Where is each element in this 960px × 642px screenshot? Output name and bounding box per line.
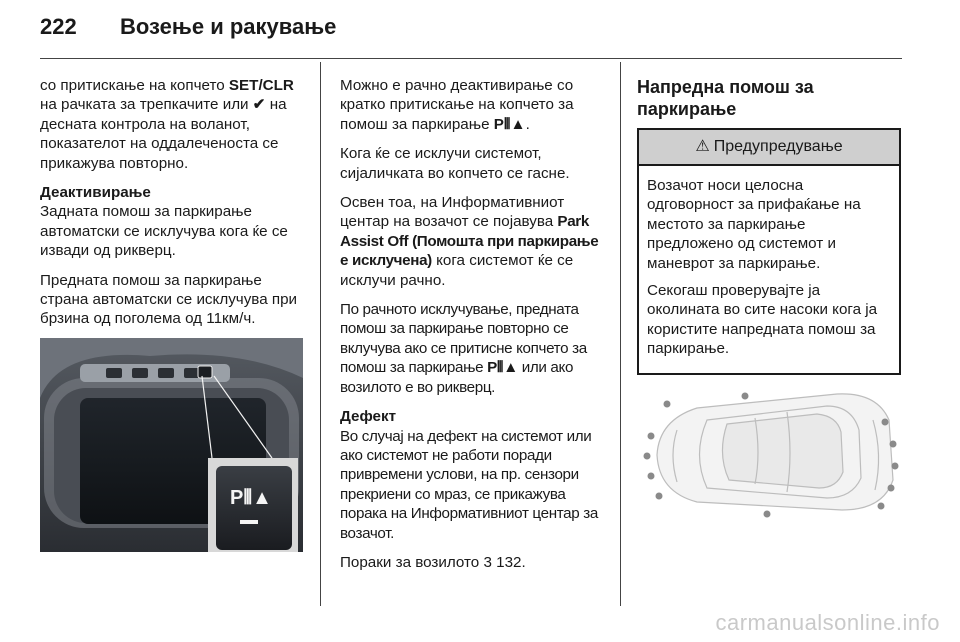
warning-header <box>639 130 899 166</box>
header-divider <box>40 58 902 59</box>
chapter-title: Возење и ракување <box>120 14 337 39</box>
text: . <box>525 115 530 133</box>
text: Можно е рачно деактивирање со кратко притискање на копчето за помош за паркирање <box>340 77 574 133</box>
warning-paragraph-2: Секогаш проверувајте ја околината во сите насоки кога ја користите напредната помош за паркирање. <box>647 282 878 358</box>
text: Задната помош за паркирање автоматски се исклучува кога ќе се извади од рикверц. <box>40 203 288 260</box>
heading-fault: Дефект <box>340 408 397 426</box>
heading-deactivate: Деактивирање <box>40 184 151 202</box>
paragraph-manual-deactivation <box>340 76 604 134</box>
page-header <box>40 14 336 44</box>
paragraph-deactivate <box>40 183 306 261</box>
set-clr-label: SET/CLR <box>228 77 294 94</box>
column-2 <box>340 76 604 582</box>
text: со притискање на копчето <box>40 77 229 94</box>
warning-paragraph-1: Возачот носи целосна одговорност за прифаќање на местото за паркирање предложено од системот и маневрот за паркирање. <box>647 177 861 272</box>
park-assist-off-message: Park Assist Off (Помошта при паркирање е исклучена) <box>340 213 599 270</box>
car-top-view-illustration <box>637 360 901 550</box>
text: Во случај на дефект на системот или ако системот не работи поради привремени услови, на пр. сензори прекриени со мраз, се прикажува порака на Информативниот центар за возачот. <box>340 427 598 542</box>
text: Пораки за возилото <box>340 553 484 571</box>
park-assist-button-label: P⦀▲ <box>230 487 272 509</box>
page-reference-icon[interactable]: 3 <box>483 553 492 571</box>
column-divider-2 <box>620 62 621 606</box>
checkmark-icon: ✔ <box>252 96 266 114</box>
watermark: carmanualsonline.info <box>715 610 940 635</box>
dashboard-illustration <box>40 338 303 552</box>
text: на десната контрола на воланот, показателот на оддалеченоста се прикажува повторно. <box>40 96 287 172</box>
page-number: 222 <box>40 14 77 39</box>
section-title: Напредна помош за паркирање <box>637 77 814 119</box>
dashboard-photo <box>40 338 303 552</box>
warning-body <box>639 166 899 373</box>
paragraph-lamp-off <box>340 144 604 183</box>
car-sensor-diagram <box>637 360 901 550</box>
warning-title: Предупредување <box>713 138 843 156</box>
text: кога системот ќе се исклучи рачно. <box>340 252 574 289</box>
paragraph-vehicle-messages <box>340 553 604 572</box>
paragraph-reactivation <box>340 300 604 397</box>
warning-triangle-icon: ⚠ <box>695 138 710 156</box>
paragraph-dic-message <box>340 193 604 290</box>
warning-box <box>637 128 901 375</box>
paragraph-fault <box>340 407 604 543</box>
text: По рачното исклучување, предната помош за паркирање повторно се вклучува ако се притисне копчето за помош за паркирање <box>340 301 587 377</box>
text: Предната помош за паркирање страна автоматски се исклучува при брзина од поголема од 11км/ч. <box>40 271 298 328</box>
text: на рачката за трепкачите или <box>40 96 253 114</box>
text: или ако возилото е во рикверц. <box>340 359 574 396</box>
text: Освен тоа, на Информативниот центар на возачот се појавува <box>340 194 565 231</box>
paragraph-front-assist <box>40 271 306 329</box>
column-1 <box>40 76 306 339</box>
column-divider-1 <box>320 62 321 606</box>
column-3 <box>637 76 901 375</box>
paragraph-reactivate <box>40 76 306 173</box>
park-assist-icon: P⦀▲ <box>487 359 518 377</box>
page-reference[interactable]: 132. <box>491 553 526 571</box>
text: Кога ќе се исклучи системот, сијаличката во копчето се гасне. <box>340 145 570 182</box>
park-assist-icon: P⦀▲ <box>493 115 526 133</box>
